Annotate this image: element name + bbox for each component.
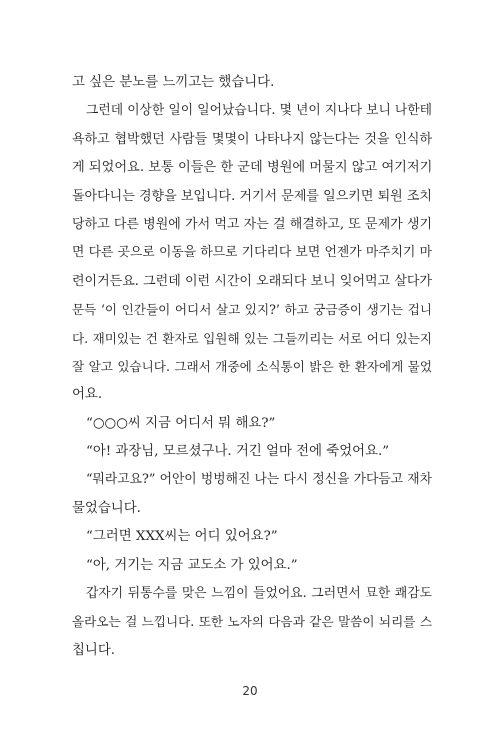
page-number: 20 <box>242 684 258 698</box>
text-line: 어요. <box>72 387 103 403</box>
text-line: 그런데 이상한 일이 일어났습니다. 몇 년이 지나다 보니 나한테 <box>86 103 432 119</box>
text-line: “그러면 XXX씨는 어디 있어요?” <box>86 529 278 545</box>
text-line: 물었습니다. <box>72 500 141 516</box>
text-line: 잘 알고 있습니다. 그래서 개중에 소식통이 밝은 한 환자에게 물었 <box>72 358 432 374</box>
text-line: 칩니다. <box>72 642 116 658</box>
text-line: “아, 거기는 지금 교도소 가 있어요.” <box>86 557 298 573</box>
text-line: 당하고 다른 병원에 가서 먹고 자는 걸 해결하고, 또 문제가 생기 <box>72 216 432 232</box>
text-line: 고 싶은 분노를 느끼고는 했습니다. <box>72 75 275 90</box>
body-text <box>72 69 432 665</box>
text-line: 게 되었어요. 보통 이들은 한 군데 병원에 머물지 않고 여기저기 <box>72 160 433 176</box>
text-line: 련이거든요. 그런데 이런 시간이 오래되다 보니 잊어먹고 살다가 <box>72 273 432 289</box>
text-line: 돌아다니는 경향을 보입니다. 거기서 문제를 일으키면 퇴원 조치 <box>72 188 432 204</box>
text-line: 다. 재미있는 건 환자로 입원해 있는 그들끼리는 서로 어디 있는지 <box>72 330 432 346</box>
text-line: 올라오는 걸 느낍니다. 또한 노자의 다음과 같은 말씀이 뇌리를 스 <box>72 614 432 630</box>
text-line: 면 다른 곳으로 이동을 하므로 기다리다 보면 언젠가 마주치기 마 <box>72 245 432 261</box>
text-line: 욕하고 협박했던 사람들 몇몇이 나타나지 않는다는 것을 인식하 <box>72 131 432 147</box>
text-line: 갑자기 뒤통수를 맞은 느낌이 들었어요. 그러면서 묘한 쾌감도 <box>86 586 432 602</box>
text-line: “○○○씨 지금 어디서 뭐 해요?” <box>86 415 276 431</box>
text-line: “아! 과장님, 모르셨구나. 거긴 얼마 전에 죽었어요.” <box>86 444 390 460</box>
text-line: “뭐라고요?” 어안이 벙벙해진 나는 다시 정신을 가다듬고 재차 <box>86 472 432 488</box>
text-line: 문득 ‘이 인간들이 어디서 살고 있지?’ 하고 궁금증이 생기는 겁니 <box>72 302 432 318</box>
